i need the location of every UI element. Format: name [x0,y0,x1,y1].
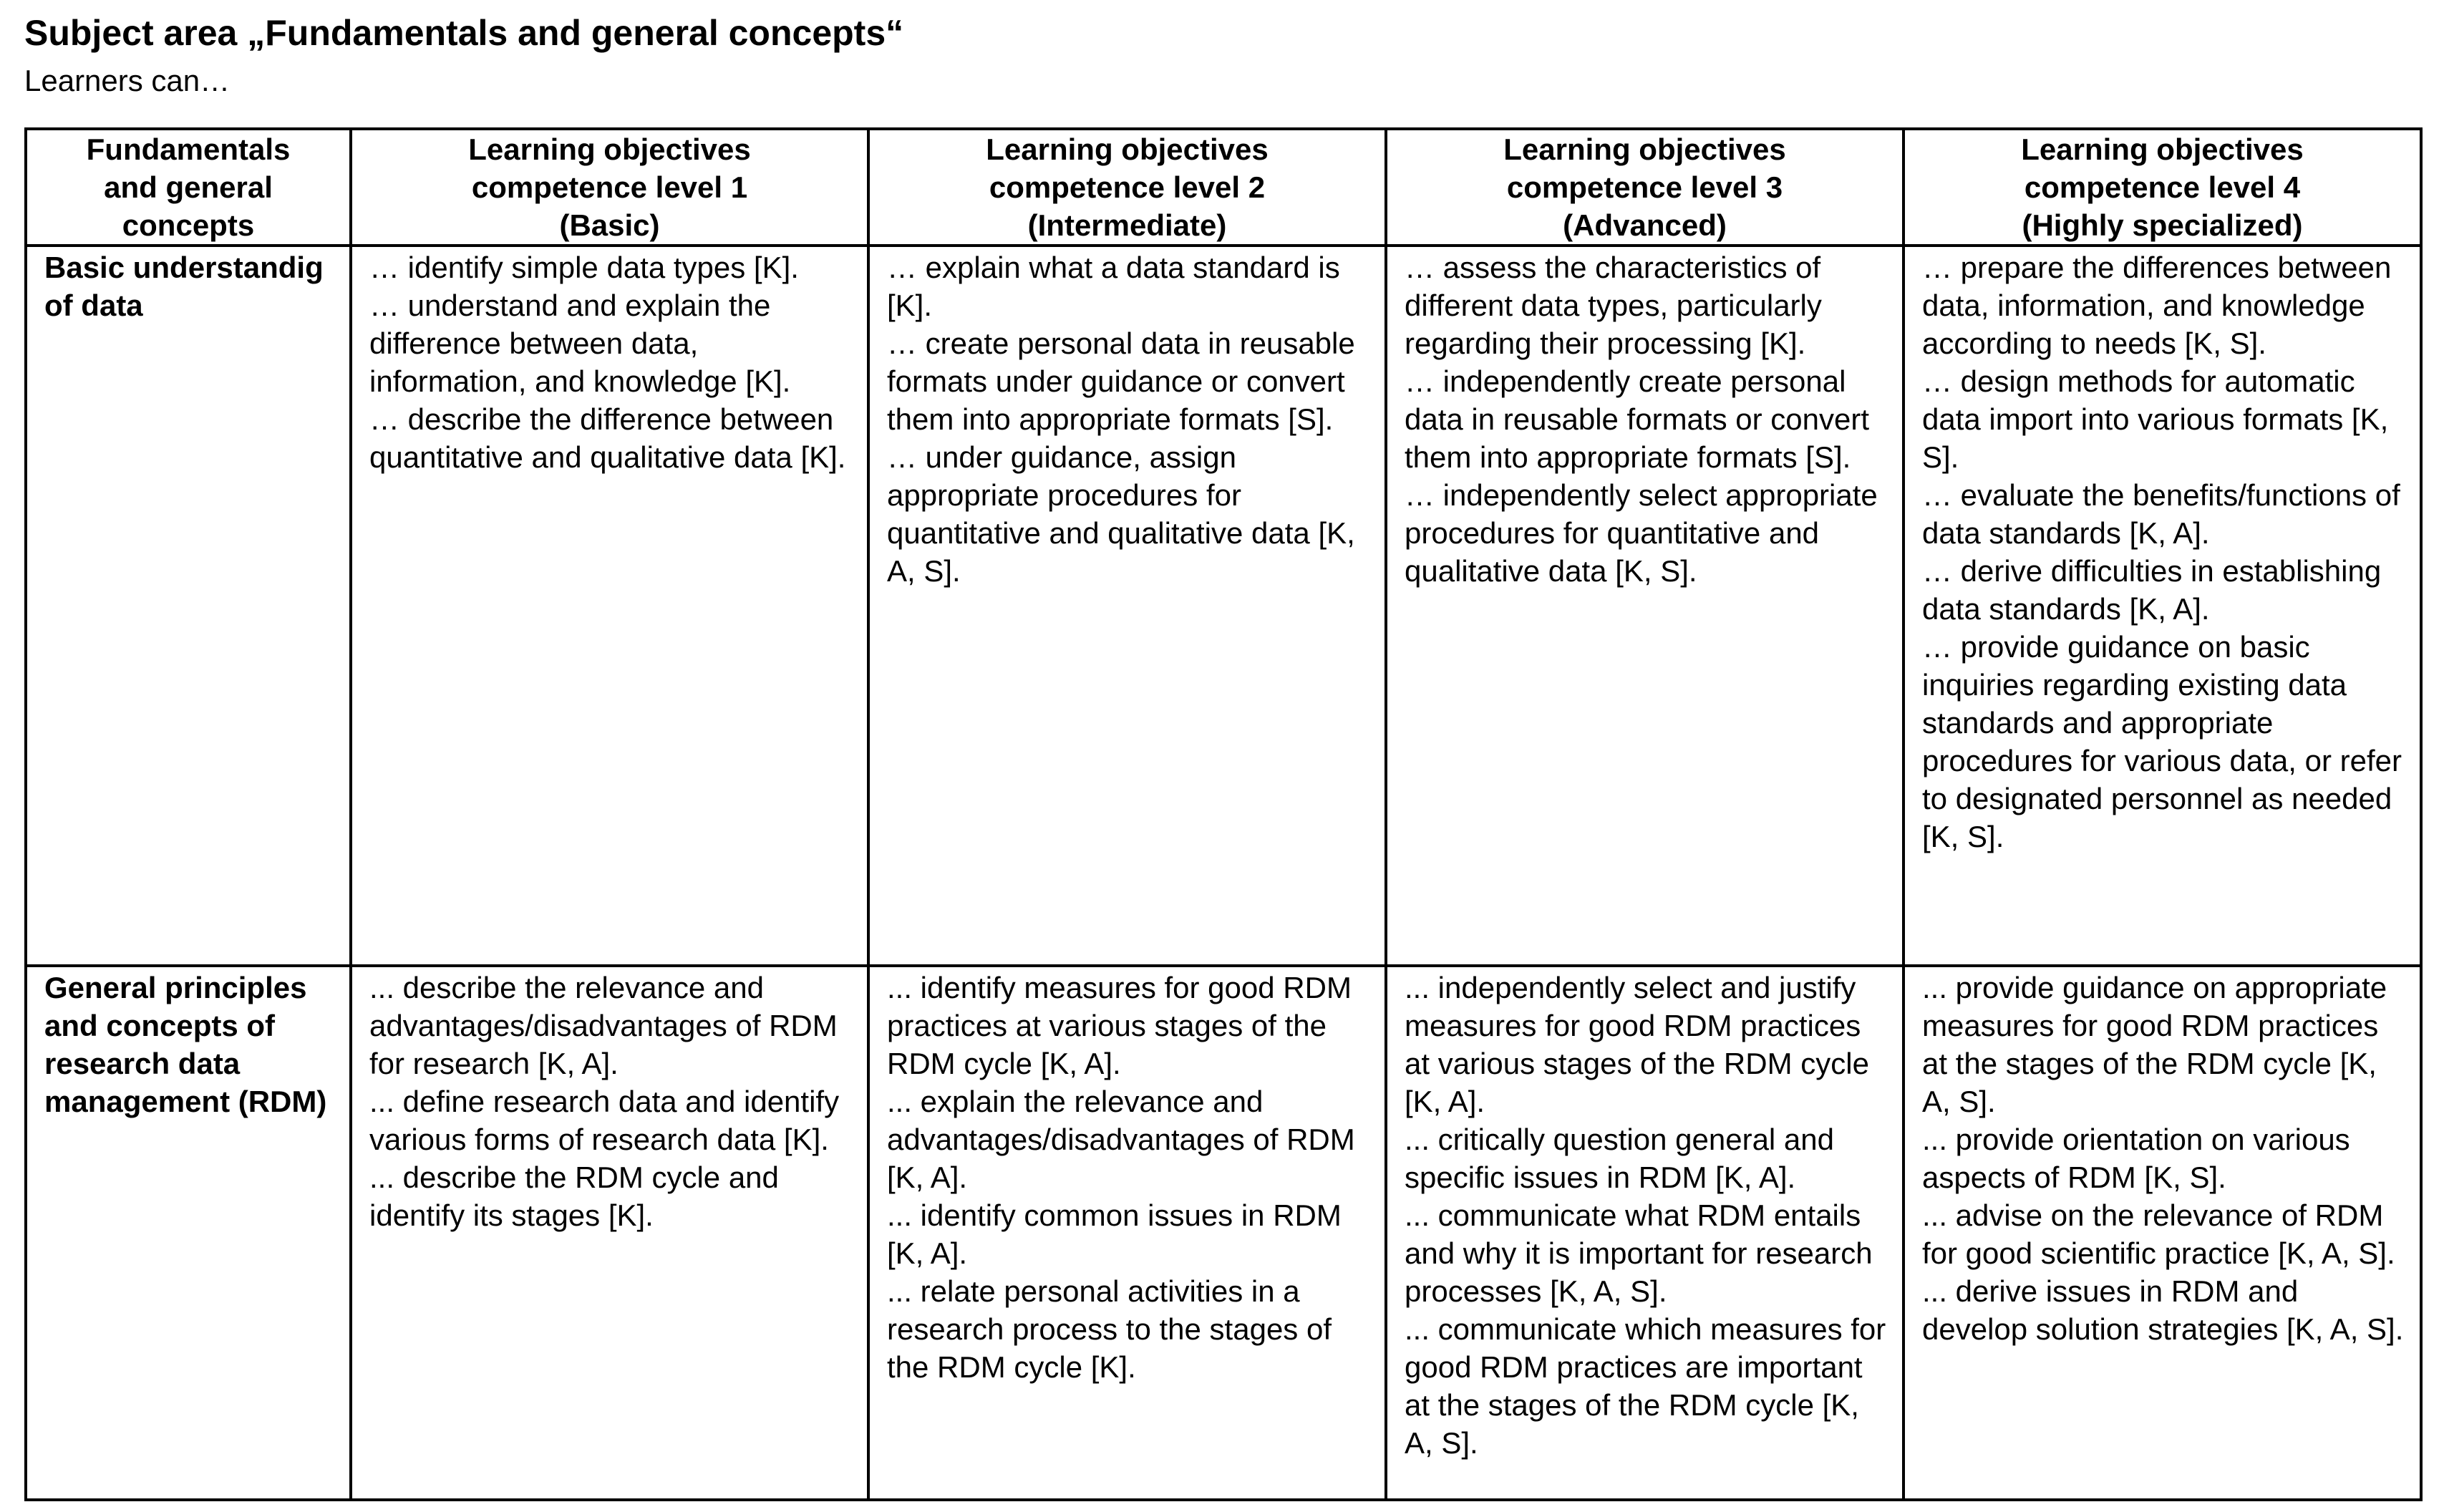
page-title: Subject area „Fundamentals and general concepts“ [24,13,904,53]
header-line: competence level 1 [471,170,748,204]
objective-item: … create personal data in reusable formats under guidance or convert them into appropriate formats [S]. [887,326,1355,436]
objective-item: … under guidance, assign appropriate procedures for quantitative and qualitative data [K, A, S]. [887,440,1355,588]
objective-item: … explain what a data standard is [K]. [887,251,1340,322]
header-line: competence level 2 [989,170,1266,204]
objective-item: … design methods for automatic data import into various formats [K, S]. [1922,364,2389,474]
objective-item: … understand and explain the difference between data, information, and knowledge [K]. [369,289,791,398]
objective-item: ... describe the RDM cycle and identify its stages [K]. [369,1160,779,1232]
table-row [26,966,2421,1500]
header-line: (Basic) [559,208,660,242]
objective-item: ... derive issues in RDM and develop solution strategies [K, A, S]. [1922,1274,2404,1346]
objective-item: ... relate personal activities in a research process to the stages of the RDM cycle [K]. [887,1274,1332,1384]
cell-level-1 [351,966,868,1500]
objective-item: … assess the characteristics of different data types, particularly regarding their processing [K]. [1405,251,1822,360]
objective-item: … describe the difference between quantitative and qualitative data [K]. [369,402,846,474]
objective-item: … derive difficulties in establishing data standards [K, A]. [1922,554,2382,626]
cell-level-1 [351,246,868,966]
objective-item: … independently create personal data in reusable formats or convert them into appropriate formats [S]. [1405,364,1869,474]
objective-item: ... explain the relevance and advantages/disadvantages of RDM [K, A]. [887,1085,1355,1194]
objective-item: ... define research data and identify various forms of research data [K]. [369,1085,840,1156]
header-level-3 [1386,129,1904,246]
objective-item: ... describe the relevance and advantages/disadvantages of RDM for research [K, A]. [369,971,838,1080]
learning-objectives-table [24,127,2423,1501]
objective-item: ... communicate which measures for good RDM practices are important at the stages of the RDM cycle [K, A, S]. [1405,1312,1886,1460]
header-line: competence level 3 [1506,170,1783,204]
objective-item: ... independently select and justify measures for good RDM practices at various stages of the RDM cycle [K, A]. [1405,971,1869,1118]
cell-level-2 [868,966,1386,1500]
header-line: Learning objectives [986,132,1269,166]
objective-item: … prepare the differences between data, information, and knowledge according to needs [K, S]. [1922,251,2392,360]
header-level-4 [1904,129,2421,246]
cell-level-4 [1904,246,2421,966]
cell-level-2 [868,246,1386,966]
header-line: Learning objectives [1503,132,1786,166]
objective-item: ... identify measures for good RDM practices at various stages of the RDM cycle [K, A]. [887,971,1352,1080]
header-line: (Intermediate) [1027,208,1227,242]
header-line: Learning objectives [468,132,751,166]
header-line: competence level 4 [2024,170,2301,204]
row-label-basic-understanding: Basic understandig of data [26,246,351,966]
header-line: (Advanced) [1563,208,1727,242]
header-level-2 [868,129,1386,246]
objective-item: ... advise on the relevance of RDM for good scientific practice [K, A, S]. [1922,1198,2395,1270]
objective-item: … evaluate the benefits/functions of data standards [K, A]. [1922,478,2400,550]
objective-item: ... critically question general and specific issues in RDM [K, A]. [1405,1123,1834,1194]
objective-item: … independently select appropriate procedures for quantitative and qualitative data [K, S]. [1405,478,1878,588]
table-row [26,246,2421,966]
header-line: Learning objectives [2021,132,2304,166]
objective-item: … identify simple data types [K]. [369,251,799,284]
cell-level-3 [1386,966,1904,1500]
page-subtitle: Learners can… [24,64,231,97]
objective-item: … provide guidance on basic inquiries regarding existing data standards and appropriate procedures for various data, or refer to designated personnel as needed [K, S]. [1922,630,2402,853]
header-subject-area [26,129,351,246]
header-line: Fundamentals [86,132,291,166]
objective-item: ... provide guidance on appropriate measures for good RDM practices at the stages of the RDM cycle [K, A, S]. [1922,971,2387,1118]
cell-level-3 [1386,246,1904,966]
cell-level-4 [1904,966,2421,1500]
header-line: concepts [122,208,255,242]
objective-item: ... communicate what RDM entails and why it is important for research processes [K, A, S]. [1405,1198,1873,1308]
row-label-rdm-principles: General principles and concepts of research data management (RDM) [26,966,351,1500]
header-line: and general [104,170,273,204]
header-level-1 [351,129,868,246]
objective-item: ... identify common issues in RDM [K, A]. [887,1198,1342,1270]
header-line: (Highly specialized) [2022,208,2303,242]
header-row [26,129,2421,246]
objective-item: ... provide orientation on various aspects of RDM [K, S]. [1922,1123,2350,1194]
